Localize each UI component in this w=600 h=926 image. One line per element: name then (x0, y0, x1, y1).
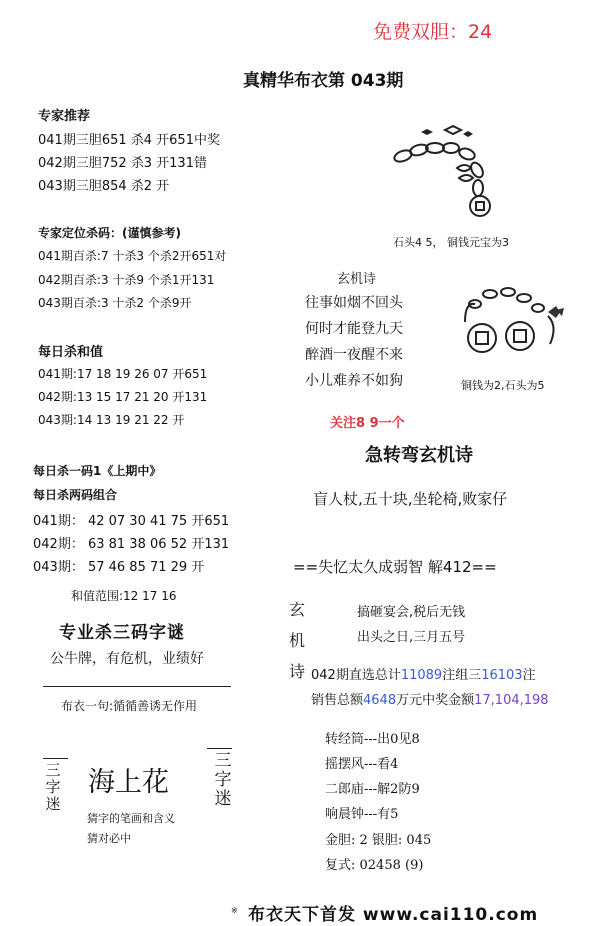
sharp-turn-text: 盲人杖,五十块,坐轮椅,败家仔 (313, 490, 508, 508)
riddle-right-vertical: 三字迷 (214, 751, 232, 809)
hint-line: 转经筒---出0见8 (325, 732, 420, 747)
position-kill-line: 043期百杀:3 十杀2 个杀9开 (38, 296, 192, 310)
stats-label: 注组三 (442, 668, 482, 683)
stones-coins-illustration (385, 118, 495, 226)
riddle-hint: 猜字的笔画和含义 (87, 812, 175, 825)
gold-silver: 金胆: 2 银胆: 045 (325, 833, 432, 848)
poem2-char: 诗 (289, 662, 306, 681)
caption-coins: 铜钱为2,石头为5 (461, 379, 545, 392)
expert-line: 043期三胆854 杀2 开 (38, 179, 170, 194)
hint-line: 摇摆风---看4 (325, 757, 399, 772)
divider (43, 758, 68, 759)
stats-label: 042期直选总计 (311, 668, 401, 683)
mystic-poem-line: 醉酒一夜醒不来 (305, 347, 403, 363)
mystic-poem-line: 何时才能登九天 (305, 321, 403, 337)
stats-line-direct (311, 664, 536, 683)
mystic-poem-line: 往事如烟不回头 (305, 295, 403, 311)
group3-total: 16103 (481, 668, 523, 683)
compound: 复式: 02458 (9) (325, 858, 424, 873)
riddle-left-vertical: 三字迷 (45, 761, 61, 813)
position-kill-line: 042期百杀:3 十杀9 个杀1开131 (38, 273, 215, 287)
expert-line: 042期三胆752 杀3 开131错 (38, 156, 207, 171)
free-double-banner: 免费双胆：24 (373, 21, 493, 43)
direct-total: 11089 (400, 668, 443, 683)
stats-label: 万元中奖金额 (396, 693, 475, 708)
divider (43, 686, 231, 687)
sum-range: 和值范围:12 17 16 (71, 589, 177, 603)
poem2-char: 机 (289, 631, 306, 650)
mystic-poem-heading: 玄机诗 (337, 272, 377, 287)
mystic-poem-line: 小儿难养不如狗 (305, 373, 403, 389)
poem2-char: 玄 (289, 600, 306, 619)
coins-illustration (460, 282, 570, 374)
focus-note: 关注8 9一个 (330, 416, 405, 431)
hint-line: 二郎庙---解2防9 (325, 782, 420, 797)
stats-line-sales (311, 689, 549, 708)
daily-two-heading: 每日杀两码组合 (33, 488, 118, 502)
daily-one-line: 042期： 63 81 38 06 52 开131 (33, 537, 230, 552)
daily-sum-line: 042期:13 15 17 21 20 开131 (38, 390, 208, 404)
footer: 布衣天下首发 www.cai110.com (248, 905, 539, 925)
pro-kill-title: 专业杀三码字谜 (59, 623, 185, 643)
stats-label: 销售总额 (311, 693, 364, 708)
daily-one-heading: 每日杀一码1《上期中》 (33, 464, 162, 478)
amnesia-riddle: ==失忆太久成弱智 解412== (293, 558, 497, 576)
footer-mark-icon: ※ (231, 906, 238, 915)
hint-line: 响晨钟---有5 (325, 807, 399, 822)
caption-stones-coins: 石头4 5， 铜钱元宝为3 (393, 236, 509, 249)
pro-kill-text: 公牛牌，有危机，业绩好 (50, 651, 204, 667)
riddle-main: 海上花 (88, 767, 169, 798)
page-title: 真精华布衣第 043期 (243, 71, 404, 91)
expert-line: 041期三胆651 杀4 开651中奖 (38, 133, 220, 148)
prize-total: 17,104,198 (474, 693, 549, 708)
stats-label: 注 (522, 668, 536, 683)
buyi-sentence: 布衣一句:循循善诱无作用 (61, 699, 198, 713)
divider (207, 748, 232, 749)
poem2-line: 搞砸宴会,税后无钱 (357, 605, 466, 620)
sales-total: 4648 (363, 693, 397, 708)
daily-sum-line: 041期:17 18 19 26 07 开651 (38, 367, 208, 381)
daily-one-line: 043期： 57 46 85 71 29 开 (33, 560, 205, 575)
sharp-turn-title: 急转弯玄机诗 (365, 445, 473, 466)
position-kill-heading: 专家定位杀码：(谨慎参考) (38, 226, 181, 240)
position-kill-line: 041期百杀:7 十杀3 个杀2开651对 (38, 249, 227, 263)
expert-heading: 专家推荐 (38, 109, 91, 124)
poem2-line: 出头之日,三月五号 (357, 630, 466, 645)
daily-sum-heading: 每日杀和值 (38, 345, 104, 360)
daily-one-line: 041期： 42 07 30 41 75 开651 (33, 514, 230, 529)
daily-sum-line: 043期:14 13 19 21 22 开 (38, 413, 185, 427)
riddle-hint: 猜对必中 (87, 832, 131, 845)
